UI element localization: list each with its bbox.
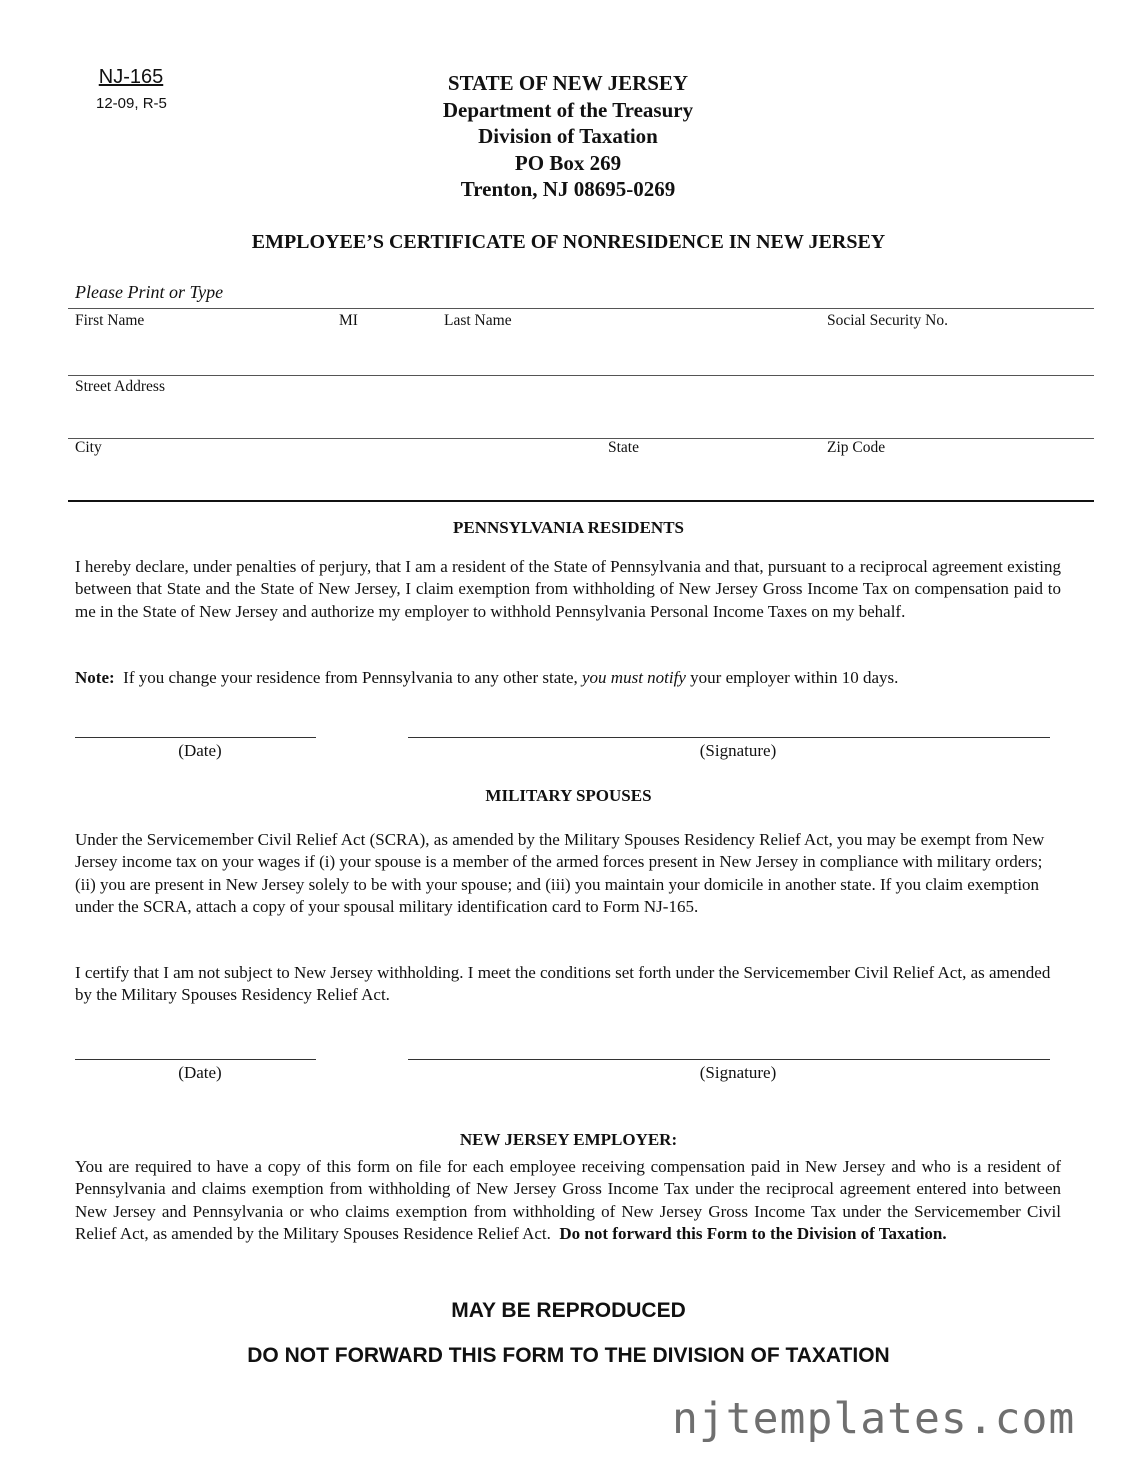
may-be-reproduced: MAY BE REPRODUCED <box>451 1299 686 1322</box>
mi-label: MI <box>339 312 358 329</box>
note-emphasis: you must notify <box>582 668 686 687</box>
military-signature-line[interactable] <box>408 1059 1050 1060</box>
military-section-heading: MILITARY SPOUSES <box>485 786 652 805</box>
pa-date-label: (Date) <box>178 741 222 760</box>
pa-signature-label: (Signature) <box>699 741 777 760</box>
agency-line-state: STATE OF NEW JERSEY <box>447 71 689 95</box>
employer-instructions <box>75 1156 1061 1246</box>
employer-bold-text: Do not forward this Form to the Division of Taxation. <box>559 1224 947 1244</box>
street-address-label: Street Address <box>75 378 165 395</box>
field-divider <box>68 375 1094 376</box>
military-date-line[interactable] <box>75 1059 316 1060</box>
field-divider <box>68 308 1094 309</box>
agency-block <box>330 70 806 203</box>
agency-line-city: Trenton, NJ 08695-0269 <box>460 177 676 201</box>
zip-code-label: Zip Code <box>827 439 886 456</box>
military-signature-label: (Signature) <box>699 1063 777 1082</box>
section-divider <box>68 500 1094 502</box>
military-paragraph: Under the Servicemember Civil Relief Act (SCRA), as amended by the Military Spouses Residency Relief Act, you may be exempt from New Jersey income tax on your wages if (i) your spouse is a member of the armed forces present in New Jersey in compliance with military orders; (ii) you are present in New Jersey solely to be with your spouse; and (iii) you maintain your domicile in another state. If you claim exemption under the SCRA, attach a copy of your spousal military identification card to Form NJ-165. <box>75 830 1045 917</box>
print-instructions: Please Print or Type <box>75 282 224 302</box>
pa-signature-line[interactable] <box>408 737 1050 738</box>
first-name-label: First Name <box>75 312 145 329</box>
state-label: State <box>608 439 639 456</box>
pa-declaration: I hereby declare, under penalties of perjury, that I am a resident of the State of Pennsylvania and that, pursuant to a reciprocal agreement existing between that State and the State of New Jersey, I claim exemption from withholding of New Jersey Gross Income Tax on compensation paid to me in the State of New Jersey and authorize my employer to withhold Pennsylvania Personal Income Taxes on my behalf. <box>75 557 1061 621</box>
employer-text: You are required to have a copy of this form on file for each employee receiving compensation paid in New Jersey and who is a resident of Pennsylvania and claims exemption from withholding of New Jersey Gross Income Tax under the reciprocal agreement entered into between New Jersey and Pennsylvania or who claims exemption from withholding of New Jersey Gross Income Tax under the Servicemember Civil Relief Act, as amended by the Military Spouses Residence Relief Act. <box>75 1157 1061 1244</box>
do-not-forward-notice: DO NOT FORWARD THIS FORM TO THE DIVISION OF TAXATION <box>247 1344 890 1367</box>
form-number: NJ-165 <box>98 66 164 88</box>
form-title: EMPLOYEE’S CERTIFICATE OF NONRESIDENCE IN NEW JERSEY <box>251 231 886 253</box>
note-text-2: your employer within 10 days. <box>690 668 899 687</box>
employer-section-heading: NEW JERSEY EMPLOYER: <box>459 1130 678 1149</box>
agency-line-division: Division of Taxation <box>478 124 658 148</box>
city-label: City <box>75 439 102 456</box>
pa-date-line[interactable] <box>75 737 316 738</box>
pa-note <box>75 667 1061 689</box>
note-label: Note: <box>75 668 115 687</box>
ssn-label: Social Security No. <box>827 312 948 329</box>
agency-line-department: Department of the Treasury <box>442 97 694 122</box>
military-certification: I certify that I am not subject to New Jersey withholding. I meet the conditions set forth under the Servicemember Civil Relief Act, as amended by the Military Spouses Residency Relief Act. <box>75 963 1051 1005</box>
form-revision: 12-09, R-5 <box>96 95 167 112</box>
note-text-1: If you change your residence from Pennsylvania to any other state, <box>123 668 578 687</box>
pa-section-heading: PENNSYLVANIA RESIDENTS <box>452 518 684 537</box>
field-divider <box>68 438 1094 439</box>
agency-line-po-box: PO Box 269 <box>514 150 622 175</box>
military-date-label: (Date) <box>178 1063 222 1082</box>
last-name-label: Last Name <box>444 312 512 329</box>
site-watermark: njtemplates.com <box>672 1394 1076 1444</box>
